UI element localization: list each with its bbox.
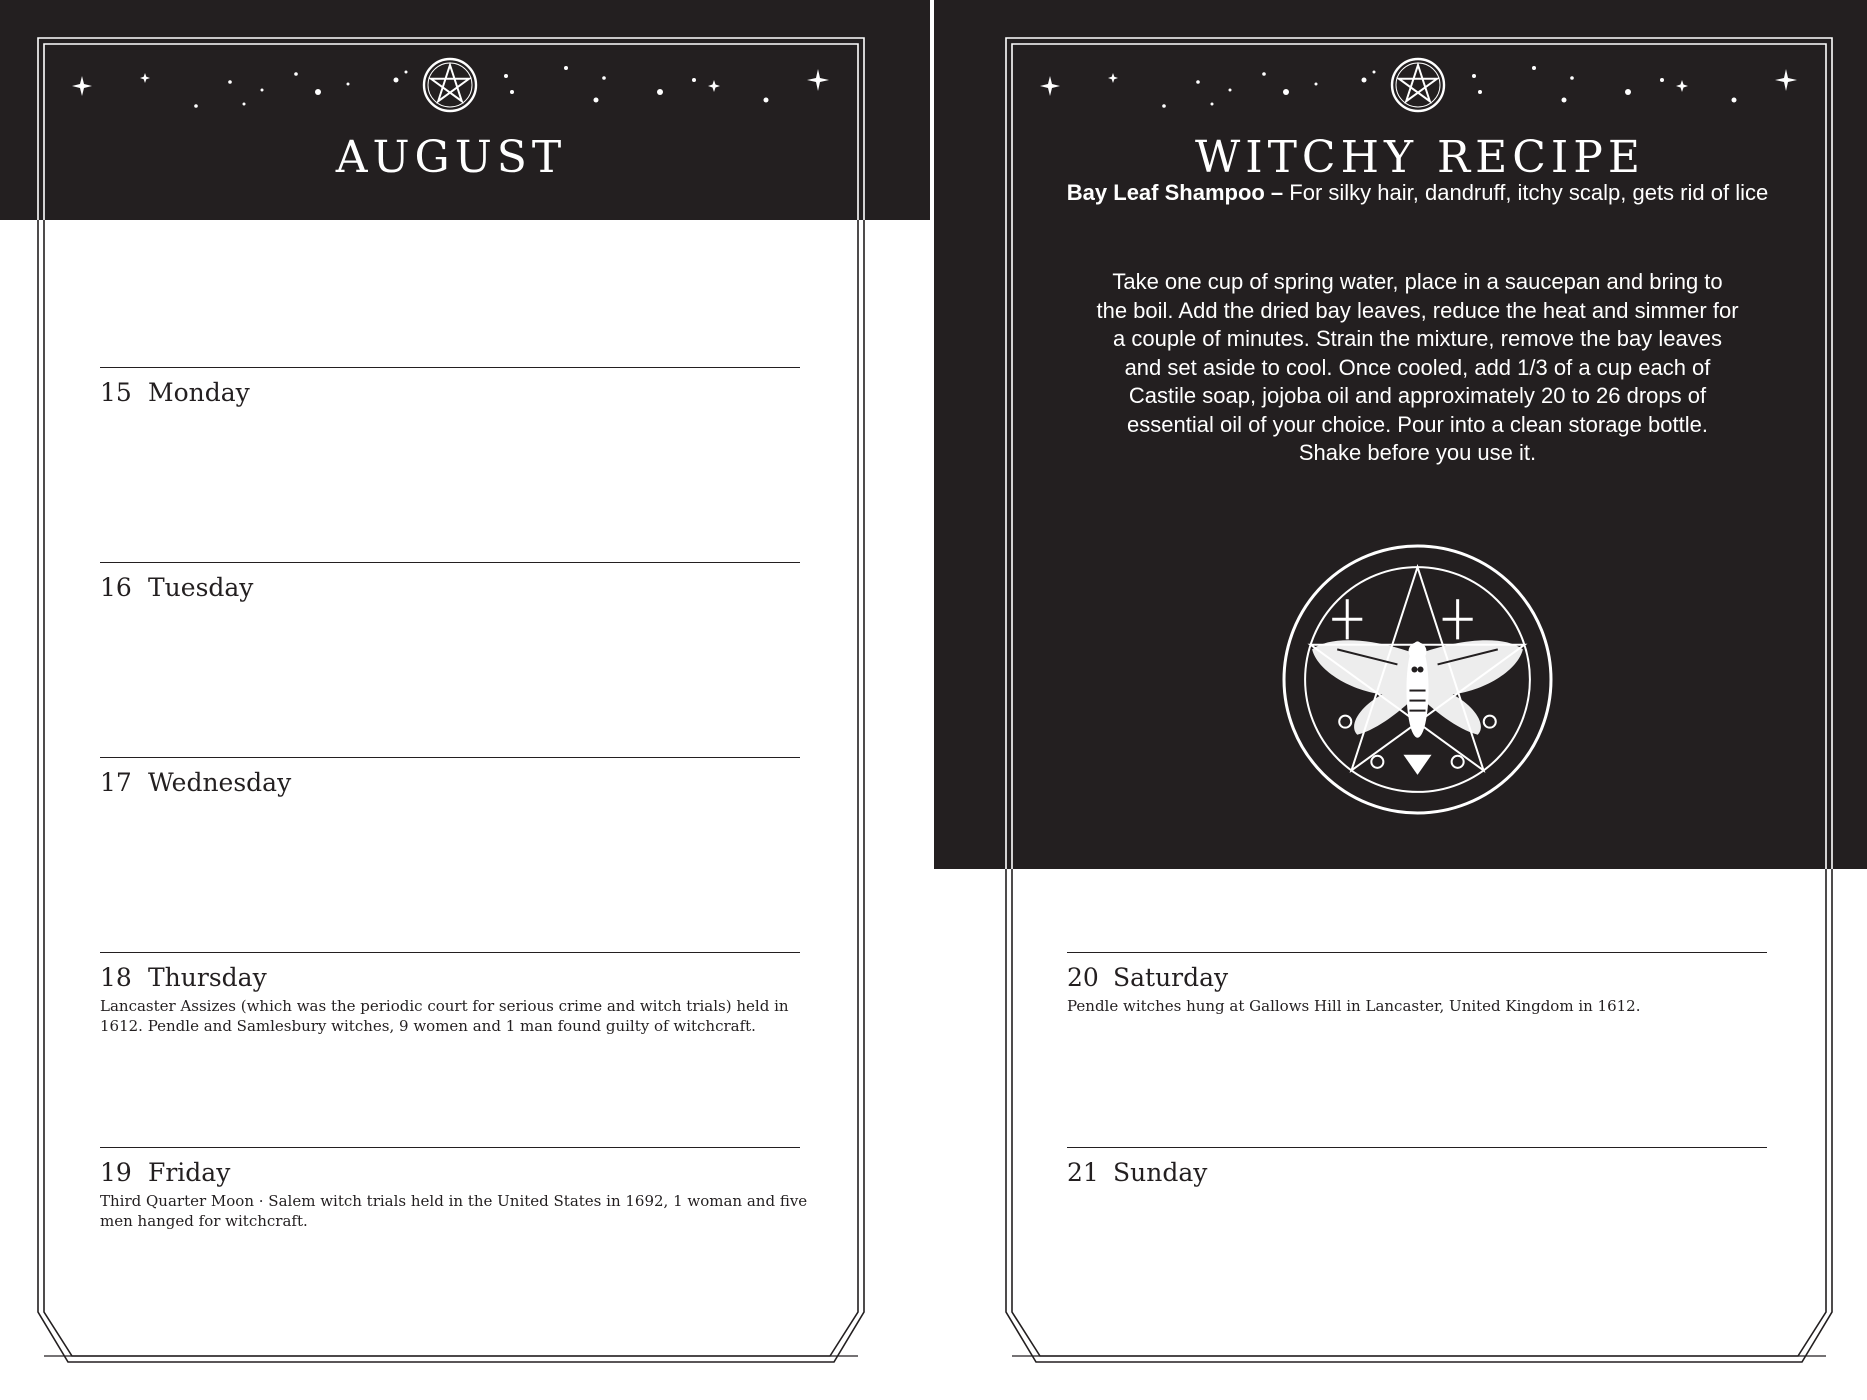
day-number: 20 bbox=[1067, 963, 1099, 992]
day-name: Friday bbox=[148, 1158, 231, 1187]
day-name: Tuesday bbox=[148, 573, 254, 602]
day-divider bbox=[100, 562, 800, 563]
pentacle-icon bbox=[1388, 55, 1448, 115]
month-title: AUGUST bbox=[335, 132, 567, 183]
day-number: 19 bbox=[100, 1158, 132, 1187]
day-name: Saturday bbox=[1113, 963, 1229, 992]
day-number: 17 bbox=[100, 768, 132, 797]
day-number: 16 bbox=[100, 573, 132, 602]
day-number: 15 bbox=[100, 378, 132, 407]
day-number: 21 bbox=[1067, 1158, 1099, 1187]
day-divider bbox=[1067, 1147, 1767, 1148]
day-note: Third Quarter Moon · Salem witch trials held in the United States in 1692, 1 woman and five men hanged for witchcraft. bbox=[100, 1192, 808, 1230]
pentacle-icon bbox=[420, 55, 480, 115]
day-name: Wednesday bbox=[148, 768, 292, 797]
day-divider bbox=[100, 757, 800, 758]
day-divider bbox=[100, 1147, 800, 1148]
day-divider bbox=[100, 367, 800, 368]
recipe-heading bbox=[1000, 178, 1835, 207]
recipe-section-title: WITCHY RECIPE bbox=[1194, 132, 1646, 183]
moth-sigil-icon bbox=[1280, 542, 1555, 817]
day-divider bbox=[1067, 952, 1767, 953]
recipe-name: Bay Leaf Shampoo – bbox=[1066, 180, 1284, 205]
day-name: Sunday bbox=[1113, 1158, 1208, 1187]
day-divider bbox=[100, 952, 800, 953]
day-number: 18 bbox=[100, 963, 132, 992]
day-note: Pendle witches hung at Gallows Hill in Lancaster, United Kingdom in 1612. bbox=[1067, 997, 1641, 1015]
day-note: Lancaster Assizes (which was the periodic court for serious crime and witch trials) held in 1612. Pendle and Samlesbury witches, 9 women and 1 man found guilty of witchcraft. bbox=[100, 997, 789, 1035]
day-name: Monday bbox=[148, 378, 250, 407]
recipe-instructions: Take one cup of spring water, place in a saucepan and bring to the boil. Add the dried bay leaves, reduce the heat and simmer for a couple of minutes. Strain the mixture, remove the bay leaves and set aside to cool. Once cooled, add 1/3 of a cup each of Castile soap, jojoba oil and approximately 20 to 26 drops of essential oil of your choice. Pour into a clean storage bottle. Shake before you use it. bbox=[1096, 269, 1739, 465]
recipe-subtitle: For silky hair, dandruff, itchy scalp, gets rid of lice bbox=[1289, 180, 1769, 205]
day-name: Thursday bbox=[148, 963, 267, 992]
